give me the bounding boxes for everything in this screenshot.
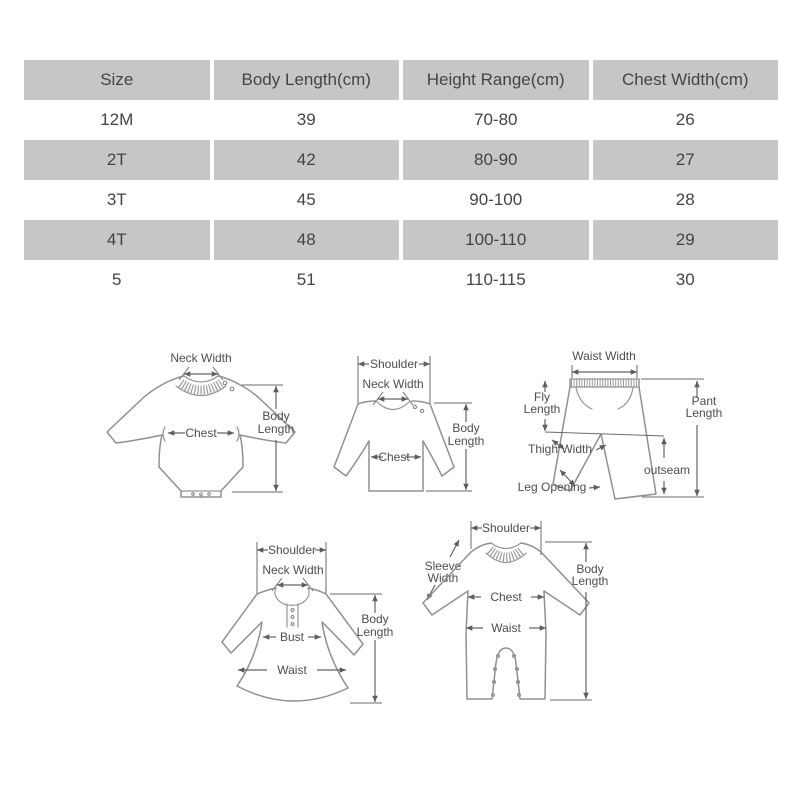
cell-size: 3T bbox=[24, 180, 210, 220]
label-body-length-1: Body bbox=[452, 421, 480, 435]
cell-body: 48 bbox=[214, 220, 400, 260]
bodysuit-diagram bbox=[92, 345, 302, 505]
label-shoulder: Shoulder bbox=[369, 357, 419, 371]
table-row-12m bbox=[24, 100, 778, 140]
header-cell-body-length: Body Length(cm) bbox=[214, 60, 400, 100]
pocket-curves bbox=[576, 388, 633, 409]
table-row-2t bbox=[24, 140, 778, 180]
cell-height: 80-90 bbox=[403, 140, 589, 180]
cell-chest: 26 bbox=[593, 100, 779, 140]
collar-rim bbox=[491, 543, 521, 549]
label-pant-length-2: Length bbox=[685, 406, 723, 420]
cell-body: 42 bbox=[214, 140, 400, 180]
cell-size: 2T bbox=[24, 140, 210, 180]
label-shoulder: Shoulder bbox=[267, 543, 317, 557]
label-body-length-2: Length bbox=[571, 574, 609, 588]
pants-diagram bbox=[512, 348, 740, 510]
label-outseam: outseam bbox=[643, 463, 691, 477]
shoulder-button bbox=[413, 405, 416, 408]
cell-body: 45 bbox=[214, 180, 400, 220]
label-fly-length-1: Fly bbox=[534, 390, 550, 404]
header-cell-chest-width: Chest Width(cm) bbox=[593, 60, 779, 100]
label-neck-width: Neck Width bbox=[262, 563, 324, 577]
label-shoulder: Shoulder bbox=[481, 521, 531, 535]
label-body-length-1: Body bbox=[576, 562, 604, 576]
dress-right-outline bbox=[308, 588, 363, 688]
label-sleeve-width-2: Width bbox=[427, 571, 459, 585]
cell-size: 4T bbox=[24, 220, 210, 260]
sleeve-width-dimension-top bbox=[450, 540, 459, 557]
label-waist: Waist bbox=[277, 663, 307, 677]
label-chest: Chest bbox=[490, 590, 522, 604]
shirt-outline bbox=[334, 401, 454, 491]
table-row-5 bbox=[24, 260, 778, 300]
header-cell-size: Size bbox=[24, 60, 210, 100]
label-chest: Chest bbox=[378, 450, 410, 464]
cell-body: 51 bbox=[214, 260, 400, 300]
cell-size: 5 bbox=[24, 260, 210, 300]
shoulder-button bbox=[223, 381, 227, 385]
header-cell-height-range: Height Range(cm) bbox=[403, 60, 589, 100]
snap-dot bbox=[192, 493, 195, 496]
label-body-length-1: Body bbox=[361, 612, 389, 626]
placket-button bbox=[291, 623, 294, 626]
cell-height: 70-80 bbox=[403, 100, 589, 140]
dress-hem bbox=[237, 686, 348, 701]
neck-circle bbox=[275, 588, 309, 605]
label-body-length-2: Length bbox=[447, 434, 485, 448]
label-waist: Waist bbox=[491, 621, 521, 635]
cell-body: 39 bbox=[214, 100, 400, 140]
table-header-row bbox=[24, 60, 778, 100]
cell-chest: 29 bbox=[593, 220, 779, 260]
shirt-diagram bbox=[322, 350, 507, 502]
collar-ribbing bbox=[490, 550, 522, 557]
size-chart-table bbox=[24, 60, 778, 300]
collar-ribbing bbox=[181, 383, 221, 390]
cell-chest: 30 bbox=[593, 260, 779, 300]
collar-rim bbox=[184, 376, 218, 382]
snap-dot bbox=[200, 493, 203, 496]
label-body-length-2: Length bbox=[257, 422, 295, 436]
label-body-length-1: Body bbox=[262, 409, 290, 423]
cell-height: 100-110 bbox=[403, 220, 589, 260]
cell-size: 12M bbox=[24, 100, 210, 140]
cell-chest: 28 bbox=[593, 180, 779, 220]
label-thigh-width: Thigh Width bbox=[527, 442, 593, 456]
label-chest: Chest bbox=[185, 426, 217, 440]
placket-button bbox=[291, 609, 294, 612]
label-pant-length-1: Pant bbox=[691, 394, 717, 408]
label-leg-opening: Leg Opening bbox=[517, 480, 587, 494]
table-row-4t bbox=[24, 220, 778, 260]
shoulder-button bbox=[230, 387, 234, 391]
label-waist-width: Waist Width bbox=[572, 349, 636, 363]
cell-height: 110-115 bbox=[403, 260, 589, 300]
label-body-length-2: Length bbox=[356, 625, 394, 639]
shoulder-button bbox=[420, 409, 423, 412]
label-bust: Bust bbox=[279, 630, 305, 644]
cell-height: 90-100 bbox=[403, 180, 589, 220]
leg-opening-pointer bbox=[589, 487, 600, 488]
romper-diagram bbox=[410, 515, 625, 710]
placket-button bbox=[291, 616, 294, 619]
label-sleeve-width-1: Sleeve bbox=[424, 559, 462, 573]
snap-dot bbox=[208, 493, 211, 496]
label-fly-length-2: Length bbox=[523, 402, 561, 416]
dress-diagram bbox=[210, 537, 410, 717]
cell-chest: 27 bbox=[593, 140, 779, 180]
label-neck-width: Neck Width bbox=[362, 377, 424, 391]
label-neck-width: Neck Width bbox=[170, 351, 232, 365]
neckline bbox=[376, 401, 410, 410]
table-row-3t bbox=[24, 180, 778, 220]
